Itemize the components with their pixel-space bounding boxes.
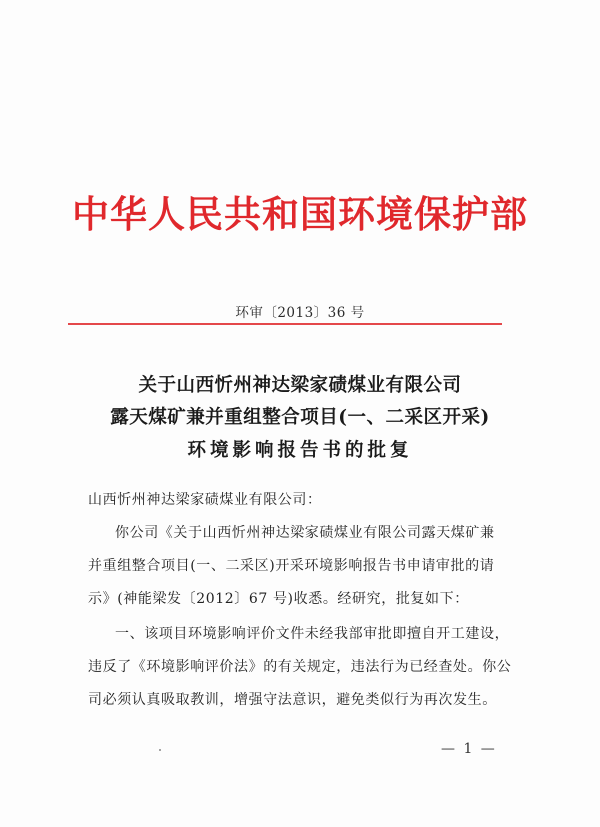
title-line-1: 关于山西忻州神达梁家碛煤业有限公司 [138,375,462,396]
document-number: 环审〔2013〕36 号 [235,305,365,321]
paragraph-1-line-3: 示》(神能梁发〔2012〕67 号)收悉。经研究，批复如下： [88,591,469,607]
red-separator-line [68,323,502,325]
paragraph-1-line-1: 你公司《关于山西忻州神达梁家碛煤业有限公司露天煤矿兼 [115,525,495,541]
page-number: — 1 — [441,741,497,757]
paragraph-2-line-1: 一、该项目环境影响评价文件未经我部审批即擅自开工建设， [115,626,510,642]
scan-speck [159,749,161,751]
paragraph-2-line-2: 违反了《环境影响评价法》的有关规定，违法行为已经查处。你公 [88,659,512,675]
salutation: 山西忻州神达梁家碛煤业有限公司： [88,492,322,508]
title-line-3: 环境影响报告书的批复 [187,440,413,461]
paragraph-1-line-2: 并重组整合项目(一、二采区)开采环境影响报告书申请审批的请 [88,558,495,574]
paragraph-2-line-3: 司必须认真吸取教训，增强守法意识，避免类似行为再次发生。 [88,692,497,708]
title-line-2: 露天煤矿兼并重组整合项目(一、二采区开采) [110,407,490,428]
agency-header: 中华人民共和国环境保护部 [72,192,528,236]
